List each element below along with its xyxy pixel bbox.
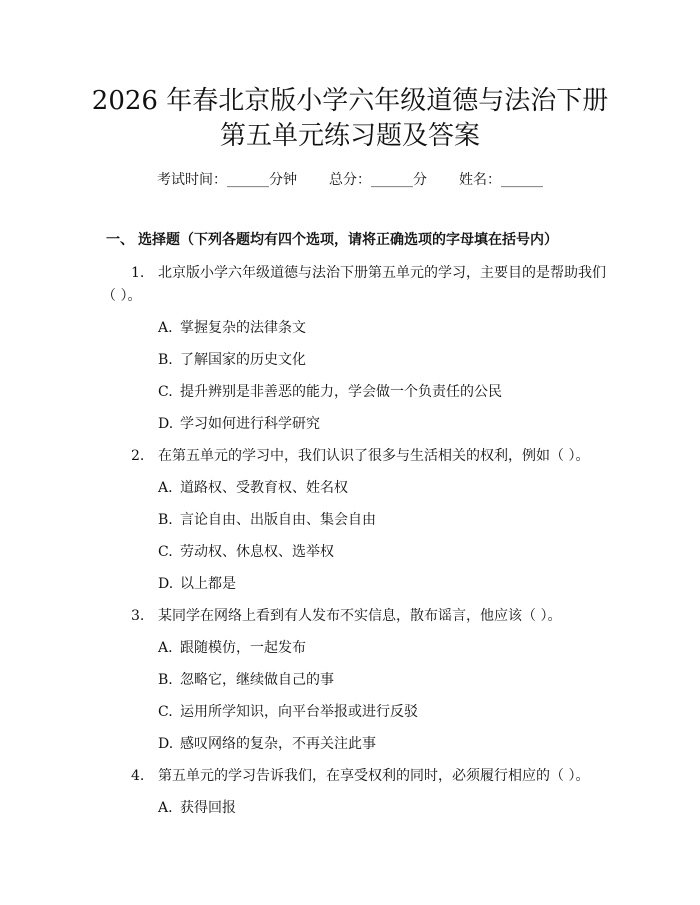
option-letter: A.: [158, 800, 173, 816]
option-letter: C.: [158, 544, 173, 560]
question-number: 3.: [131, 608, 145, 624]
option-letter: B.: [158, 512, 173, 528]
option-letter: D.: [158, 736, 174, 752]
option-letter: A.: [158, 320, 173, 336]
time-unit: 分钟: [269, 172, 297, 188]
question-text: 第五单元的学习告诉我们，在享受权利的同时，必须履行相应的（ ）。: [158, 768, 590, 784]
score-blank: ______: [371, 172, 413, 188]
option-text: 劳动权、休息权、选举权: [180, 544, 334, 560]
score-unit: 分: [413, 172, 427, 188]
option-item: [158, 575, 236, 593]
document-title-line2: 第五单元练习题及答案: [219, 121, 480, 151]
time-blank: ______: [227, 172, 269, 188]
option-item: [158, 703, 418, 721]
option-text: 忽略它，继续做自己的事: [180, 672, 334, 688]
option-text: 了解国家的历史文化: [180, 352, 306, 368]
option-text: 学习如何进行科学研究: [180, 416, 320, 432]
option-letter: B.: [158, 672, 173, 688]
option-item: [158, 383, 502, 401]
time-label: 考试时间：: [157, 172, 227, 188]
option-item: [158, 511, 376, 529]
section-number: 一、: [106, 232, 134, 248]
name-label: 姓名：: [459, 172, 501, 188]
exam-info: [0, 171, 700, 189]
section-heading: [106, 231, 558, 249]
option-text: 道路权、受教育权、姓名权: [180, 480, 348, 496]
option-text: 掌握复杂的法律条文: [180, 320, 306, 336]
question-number: 2.: [131, 448, 145, 464]
option-item: [158, 639, 306, 657]
option-text: 获得回报: [180, 800, 236, 816]
option-letter: A.: [158, 480, 173, 496]
option-item: [158, 479, 348, 497]
option-item: [158, 735, 376, 753]
option-item: [158, 351, 306, 369]
question-text: 在第五单元的学习中，我们认识了很多与生活相关的权利，例如（ ）。: [158, 448, 590, 464]
option-letter: A.: [158, 640, 173, 656]
option-text: 跟随模仿，一起发布: [180, 640, 306, 656]
option-letter: D.: [158, 576, 174, 592]
option-text: 运用所学知识，向平台举报或进行反驳: [180, 704, 418, 720]
question-number: 4.: [131, 768, 145, 784]
option-item: [158, 671, 334, 689]
option-item: [158, 799, 236, 817]
option-text: 言论自由、出版自由、集会自由: [180, 512, 376, 528]
option-text: 感叹网络的复杂，不再关注此事: [180, 736, 376, 752]
option-item: [158, 543, 334, 561]
name-blank: ______: [501, 172, 543, 188]
question-text: 北京版小学六年级道德与法治下册第五单元的学习，主要目的是帮助我们: [158, 265, 606, 281]
question-text-continued: （ ）。: [102, 288, 142, 304]
option-text: 提升辨别是非善恶的能力，学会做一个负责任的公民: [180, 384, 502, 400]
option-letter: D.: [158, 416, 174, 432]
document-title-line1: 2026 年春北京版小学六年级道德与法治下册: [91, 86, 609, 116]
question-number: 1.: [131, 265, 145, 281]
option-letter: C.: [158, 384, 173, 400]
question-text: 某同学在网络上看到有人发布不实信息，散布谣言，他应该（ ）。: [158, 608, 562, 624]
score-label: 总分：: [329, 172, 371, 188]
option-letter: B.: [158, 352, 173, 368]
option-item: [158, 319, 306, 337]
option-letter: C.: [158, 704, 173, 720]
option-text: 以上都是: [180, 576, 236, 592]
option-item: [158, 415, 320, 433]
section-title: 选择题（下列各题均有四个选项，请将正确选项的字母填在括号内）: [138, 232, 558, 248]
